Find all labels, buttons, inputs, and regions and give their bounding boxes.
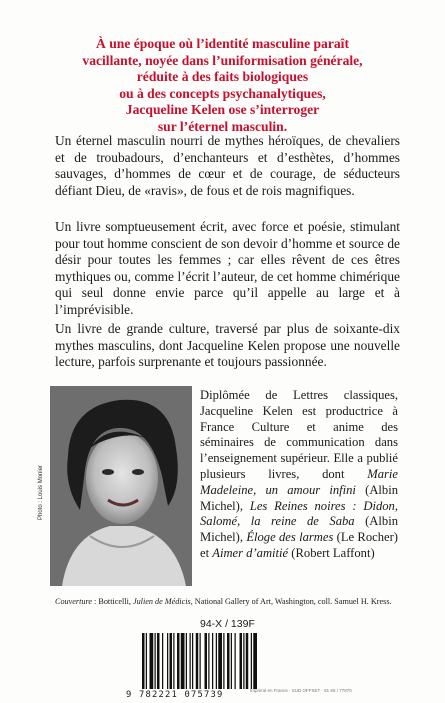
bio-text: Diplômée de Lettres classiques, Jacqueline Kelen est productrice à France Culture et anime des séminaires de communication dans l’enseignement supérieur. Elle a publié plusieurs livres, dont	[200, 388, 398, 481]
barcode-bar	[146, 633, 147, 689]
barcode-bar	[200, 633, 201, 689]
barcode-bar	[157, 633, 160, 689]
paragraph-1: Un éternel masculin nourri de mythes héroïques, de chevaliers et de troubadours, d’enchanteurs et d’esthètes, d’hommes sauvages, d’hommes de cœur et de courage, de séducteurs défiant Dieu, de «ravis», de fous et de rois magnifiques.	[55, 133, 400, 198]
barcode-bar	[227, 633, 230, 689]
bio-book-title: Aimer d’amitié	[212, 545, 289, 560]
barcode-bar	[208, 633, 209, 689]
bio-book-title: Les Reines noires : Didon, Salomé, la reine de Saba	[200, 498, 398, 529]
barcode-bar	[235, 633, 236, 689]
barcode-bar	[162, 633, 163, 689]
cover-credit-text: , National Gallery of Art, Washington, coll. Samuel H. Kress.	[190, 597, 392, 606]
barcode-bar	[186, 633, 187, 689]
barcode-bar	[243, 633, 244, 689]
barcode-bar	[192, 633, 193, 689]
intro-line: ou à des concepts psychanalytiques,	[119, 85, 326, 101]
intro-block	[40, 36, 405, 136]
author-bio	[200, 388, 398, 562]
barcode-bar	[173, 633, 174, 689]
photo-credit: Photo : Louis Monier	[38, 464, 44, 520]
barcode-bar	[216, 633, 217, 689]
printer-imprint: Imprimé en France · SUD OFFSET · 81 65 / 77870	[250, 688, 352, 693]
paragraph-3: Un livre de grande culture, traversé par plus de soixante-dix mythes masculins, dont Jacqueline Kelen propose une nouvelle lecture, parfois surprenante et toujours passionnée.	[55, 321, 400, 370]
bio-publisher: (Le Rocher) et	[200, 530, 398, 560]
barcode-bar	[167, 633, 168, 689]
barcode-digits: 9 782221 075739	[126, 690, 224, 700]
intro-line: réduite à des faits biologiques	[136, 69, 309, 85]
intro-line: sur l’éternel masculin.	[157, 118, 288, 134]
barcode-bar	[240, 633, 243, 689]
price-code: 94-X / 139F	[200, 618, 255, 630]
barcode-bar	[218, 633, 222, 689]
intro-line: Jacqueline Kelen ose s’interroger	[125, 102, 320, 118]
barcode-bar	[251, 633, 252, 689]
barcode-bar	[155, 633, 156, 689]
barcode-bar	[181, 633, 185, 689]
bio-publisher: (Albin Michel),	[200, 514, 398, 545]
barcode-bar	[212, 633, 213, 689]
barcode-bar	[246, 633, 249, 689]
barcode-bar	[190, 633, 191, 689]
barcode-bar	[196, 633, 199, 689]
intro-line: À une époque où l’identité masculine paraît	[95, 36, 349, 51]
paragraph-2: Un livre somptueusement écrit, avec force et poésie, stimulant pour tout homme conscient de son devoir d’homme et source de désir pour toutes les femmes ; car elles rêvent de ces êtres mythiques ou, comme l’écrit l’auteur, de cet homme chimérique qui seul donne envie parce qu’il appelle au large et à l’imprévisible.	[55, 219, 400, 317]
barcode-bar	[231, 633, 232, 689]
cover-credit	[55, 597, 400, 607]
intro-line: vacillante, noyée dans l’uniformisation générale,	[82, 52, 363, 68]
bio-book-title: Éloge des larmes	[246, 530, 334, 545]
author-portrait-illustration	[50, 386, 192, 586]
barcode-bar	[223, 633, 224, 689]
bio-publisher: (Albin Michel),	[200, 482, 399, 513]
isbn-barcode	[140, 633, 300, 689]
barcode-bar	[150, 633, 154, 689]
cover-credit-work: Julien de Médicis	[132, 597, 191, 606]
barcode-bar	[177, 633, 180, 689]
barcode-bar	[205, 633, 208, 689]
barcode-bar	[142, 633, 145, 689]
barcode-bar	[170, 633, 173, 689]
cover-credit-text: : Botticelli,	[92, 597, 133, 606]
bio-book-title: Marie Madeleine, un amour infini	[200, 466, 398, 497]
barcode-bar	[253, 633, 257, 689]
author-photo	[50, 386, 192, 586]
cover-credit-label: Couverture	[55, 597, 92, 606]
bio-publisher: (Robert Laffont)	[288, 545, 375, 560]
